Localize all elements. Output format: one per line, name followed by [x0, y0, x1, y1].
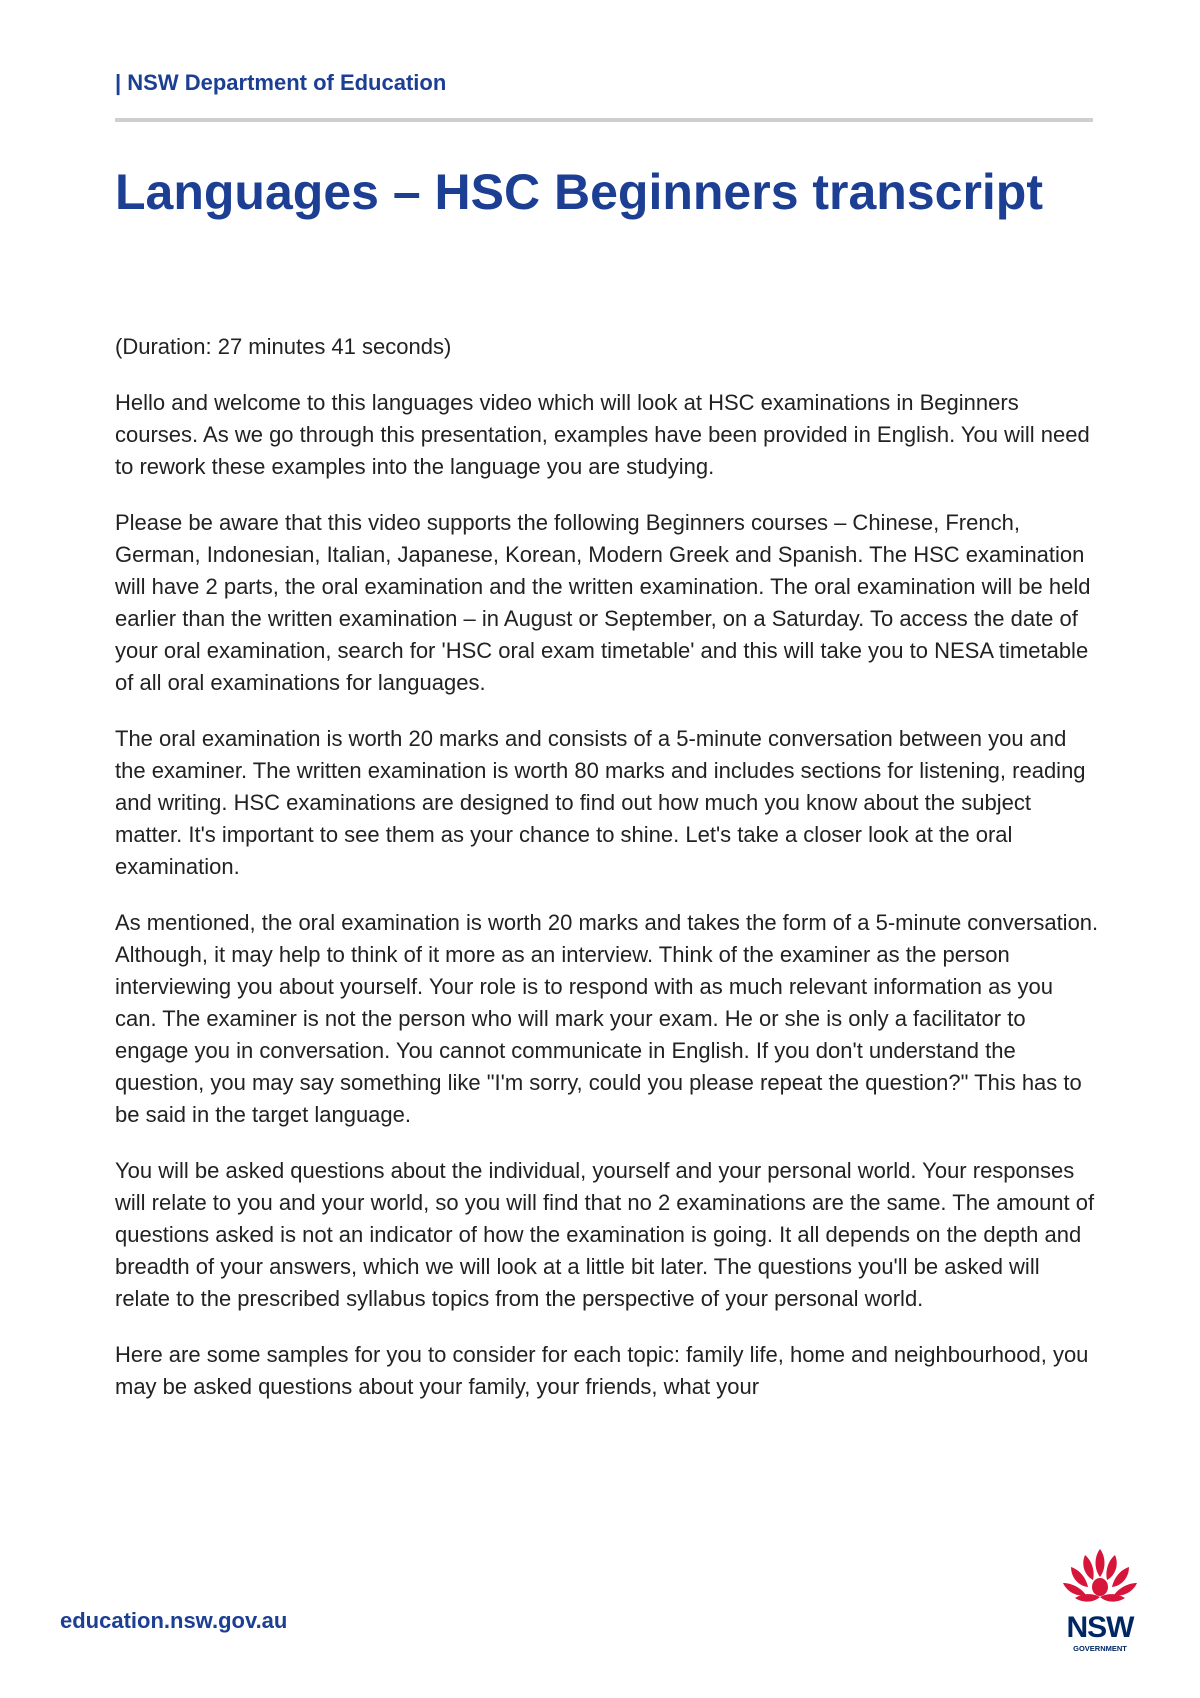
svg-text:NSW: NSW — [1066, 1611, 1134, 1644]
duration-note: (Duration: 27 minutes 41 seconds) — [115, 334, 452, 359]
paragraph-questions: You will be asked questions about the individual, yourself and your personal world. Your responses will relate to you and your world, so you will find that no 2 examinations are the same. The amount of questions asked is not an indicator of how the examination is going. It all depends on the depth and breadth of your answers, which we will look at a little bit later. The questions you'll be asked will relate to the prescribed syllabus topics from the perspective of your personal world. — [115, 1158, 1095, 1311]
paragraph-oral-format: As mentioned, the oral examination is worth 20 marks and takes the form of a 5-minute conversation. Although, it may help to think of it more as an interview. Think of the examiner as the person interviewing you about yourself. Your role is to respond with as much relevant information as you can. The examiner is not the person who will mark your exam. He or she is only a facilitator to engage you in conversation. You cannot communicate in English. If you don't understand the question, you may say something like "I'm sorry, could you please repeat the question?" This has to be said in the target language. — [115, 910, 1099, 1127]
paragraph-intro: Hello and welcome to this languages video which will look at HSC examinations in Beginners courses. As we go through this presentation, examples have been provided in English. You will need to rework these examples into the language you are studying. — [115, 390, 1090, 479]
nsw-wordmark — [1067, 1611, 1136, 1653]
paragraph-courses: Please be aware that this video supports the following Beginners courses – Chinese, French, German, Indonesian, Italian, Japanese, Korean, Modern Greek and Spanish. The HSC examination will have 2 parts, the oral examination and the written examination. The oral examination will be held earlier than the written examination – in August or September, on a Saturday. To access the date of your oral examination, search for 'HSC oral exam timetable' and this will take you to NESA timetable of all oral examinations for languages. — [115, 510, 1091, 695]
transcript-body — [115, 331, 1100, 1427]
waratah-icon — [1063, 1549, 1137, 1602]
page-title: Languages – HSC Beginners transcript — [115, 164, 1044, 220]
footer-url[interactable]: education.nsw.gov.au — [60, 1608, 288, 1633]
nsw-government-logo — [1055, 1545, 1145, 1660]
paragraph-oral-overview: The oral examination is worth 20 marks and consists of a 5-minute conversation between you and the examiner. The written examination is worth 80 marks and includes sections for listening, reading and writing. HSC examinations are designed to find out how much you know about the subject matter. It's important to see them as your chance to shine. Let's take a closer look at the oral examination. — [115, 726, 1086, 879]
department-header: | NSW Department of Education — [115, 70, 447, 95]
header-divider — [115, 118, 1093, 122]
paragraph-topics: Here are some samples for you to consider for each topic: family life, home and neighbourhood, you may be asked questions about your family, your friends, what your — [115, 1342, 1089, 1399]
svg-text:GOVERNMENT: GOVERNMENT — [1073, 1644, 1127, 1653]
